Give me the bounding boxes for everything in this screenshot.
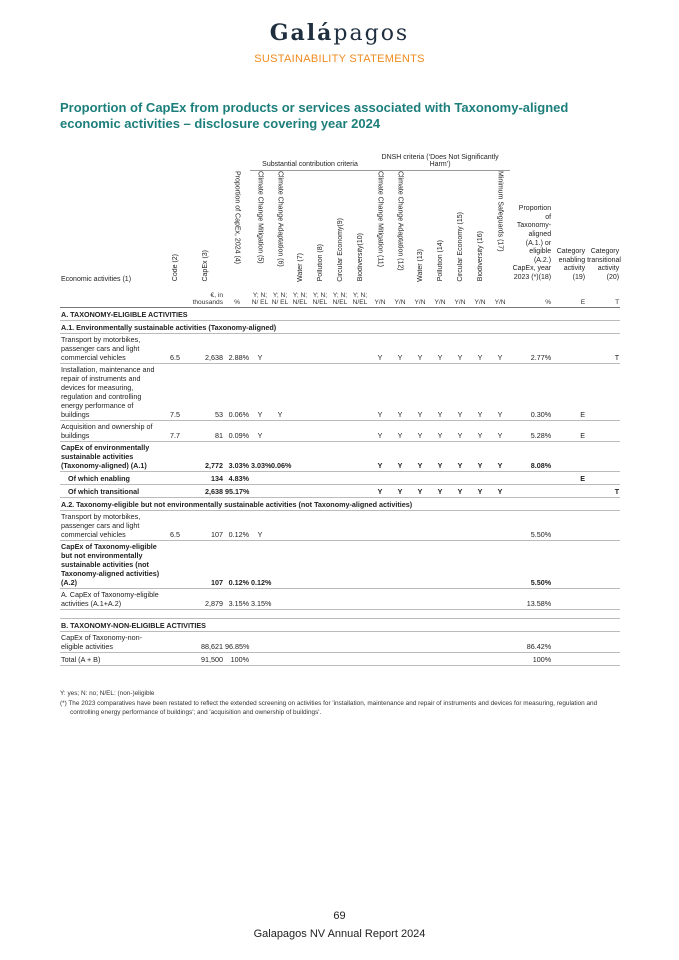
spacer-cell: [60, 609, 620, 618]
sc-cell: [350, 510, 370, 540]
sc-cell: [290, 540, 310, 588]
activity-label: Transport by motorbikes, passenger cars and light commercial vehicles: [60, 510, 164, 540]
enabling-cell: [552, 652, 586, 665]
dnsh-cell: [410, 588, 430, 609]
dnsh-cell: Y: [470, 363, 490, 420]
capex-cell: 134: [186, 471, 224, 484]
col-dnsh-mitigation: Climate Change Mitigation (11): [376, 171, 384, 267]
code-cell: 7.7: [164, 420, 186, 441]
sc-cell: [350, 540, 370, 588]
unit-sc: Y; N; N/ EL: [251, 291, 269, 306]
table-notes: [60, 690, 620, 717]
dnsh-cell: [490, 510, 510, 540]
dnsh-cell: Y: [450, 420, 470, 441]
galapagos-logo: [0, 20, 679, 46]
table-row: [60, 588, 620, 609]
enabling-cell: [552, 484, 586, 497]
transitional-cell: [586, 441, 620, 471]
col-enabling: Category enabling activity (19): [556, 248, 586, 281]
code-cell: [164, 471, 186, 484]
sc-cell: [310, 540, 330, 588]
sc-cell: [350, 333, 370, 363]
logo-bold-part: Galá: [269, 20, 334, 46]
table-row: [60, 333, 620, 363]
column-header-row: [60, 171, 620, 286]
proportion-cell: 100%: [224, 652, 250, 665]
capex-cell: 2,638: [186, 333, 224, 363]
sc-cell: [310, 363, 330, 420]
sc-cell: [330, 588, 350, 609]
table-row: [60, 363, 620, 420]
activity-label: Acquisition and ownership of buildings: [60, 420, 164, 441]
code-cell: 6.5: [164, 333, 186, 363]
logo-light-part: pagos: [333, 21, 410, 46]
capex-cell: 2,772: [186, 441, 224, 471]
proportion-cell: 4.83%: [224, 471, 250, 484]
dnsh-cell: Y: [450, 333, 470, 363]
activity-label: CapEx of Taxonomy-eligible but not environmentally sustainable activities (not Taxonomy-aligned activities) (A.2): [60, 540, 164, 588]
col-dnsh-pollution: Pollution (14): [436, 240, 444, 282]
dnsh-cell: [370, 471, 390, 484]
footnote: (*) The 2023 comparatives have been restated to reflect the extended screening on activities for 'installation, maintenance and repair of instruments and devices for measuring, regulation and controlling energy performance of buildings'; and 'acquisition and ownership of buildings'.: [60, 700, 598, 716]
dnsh-cell: [470, 631, 490, 652]
col-sc-pollution: Pollution (8): [316, 244, 324, 282]
section-row: [60, 497, 620, 510]
sc-cell: [350, 631, 370, 652]
dnsh-cell: [410, 631, 430, 652]
page-number: 69: [333, 910, 346, 922]
prop2023-cell: 5.50%: [510, 540, 552, 588]
dnsh-cell: Y: [430, 333, 450, 363]
sc-cell: [350, 484, 370, 497]
dnsh-cell: Y: [430, 441, 450, 471]
sc-cell: [290, 588, 310, 609]
dnsh-cell: [430, 631, 450, 652]
code-cell: 7.5: [164, 363, 186, 420]
unit-sc: Y; N; N/EL: [332, 291, 348, 306]
sc-cell: [330, 471, 350, 484]
sc-cell: [310, 441, 330, 471]
unit-sc: Y; N; N/ EL: [271, 291, 289, 306]
proportion-cell: 3.15%: [224, 588, 250, 609]
enabling-cell: E: [552, 471, 586, 484]
proportion-cell: 0.12%: [224, 510, 250, 540]
sc-cell: [290, 471, 310, 484]
col-capex: CapEx (3): [201, 249, 209, 282]
group-header-row: [60, 146, 620, 171]
table-title: Proportion of CapEx from products or services associated with Taxonomy-aligned economic activities – disclosure covering year 2024: [60, 100, 569, 131]
col-dnsh-water: Water (13): [416, 248, 424, 282]
sc-cell: [270, 471, 290, 484]
dnsh-cell: Y: [430, 363, 450, 420]
activity-label: Transport by motorbikes, passenger cars and light commercial vehicles: [60, 333, 164, 363]
prop2023-cell: 5.28%: [510, 420, 552, 441]
dnsh-cell: [470, 510, 490, 540]
dnsh-cell: [450, 631, 470, 652]
substantial-contribution-header: Substantial contribution criteria: [250, 146, 370, 171]
dnsh-cell: [390, 540, 410, 588]
unit-dnsh: Y/N: [474, 298, 486, 306]
sc-cell: [270, 420, 290, 441]
prop2023-cell: 100%: [510, 652, 552, 665]
section-label: B. TAXONOMY-NON-ELIGIBLE ACTIVITIES: [60, 618, 620, 631]
code-cell: [164, 652, 186, 665]
enabling-cell: [552, 540, 586, 588]
enabling-cell: [552, 441, 586, 471]
transitional-cell: [586, 652, 620, 665]
dnsh-cell: Y: [470, 420, 490, 441]
sc-cell: [330, 510, 350, 540]
dnsh-cell: Y: [450, 363, 470, 420]
unit-dnsh: Y/N: [454, 298, 466, 306]
proportion-cell: 96.85%: [224, 631, 250, 652]
sc-cell: [270, 631, 290, 652]
sc-cell: [310, 484, 330, 497]
dnsh-cell: Y: [370, 363, 390, 420]
transitional-cell: T: [586, 484, 620, 497]
transitional-cell: [586, 471, 620, 484]
capex-cell: 107: [186, 540, 224, 588]
transitional-cell: [586, 631, 620, 652]
dnsh-cell: [470, 588, 490, 609]
prop2023-cell: 0.30%: [510, 363, 552, 420]
capex-cell: 88,621: [186, 631, 224, 652]
sc-cell: Y: [250, 420, 270, 441]
dnsh-cell: [430, 471, 450, 484]
dnsh-cell: [490, 652, 510, 665]
sc-cell: [270, 484, 290, 497]
dnsh-cell: [430, 540, 450, 588]
dnsh-cell: [450, 540, 470, 588]
prop2023-cell: 5.50%: [510, 510, 552, 540]
sc-cell: [290, 363, 310, 420]
activity-label: CapEx of environmentally sustainable activities (Taxonomy-aligned) (A.1): [60, 441, 164, 471]
prop2023-cell: 8.08%: [510, 441, 552, 471]
dnsh-cell: [410, 471, 430, 484]
sc-cell: [330, 652, 350, 665]
capex-cell: 53: [186, 363, 224, 420]
dnsh-cell: [450, 471, 470, 484]
prop2023-cell: [510, 471, 552, 484]
dnsh-cell: [470, 652, 490, 665]
dnsh-cell: Y: [410, 333, 430, 363]
dnsh-cell: Y: [370, 420, 390, 441]
sc-cell: Y: [270, 363, 290, 420]
sc-cell: [310, 588, 330, 609]
sc-cell: [310, 652, 330, 665]
sc-cell: Y: [250, 333, 270, 363]
transitional-cell: T: [586, 333, 620, 363]
dnsh-cell: Y: [370, 441, 390, 471]
table-body: [60, 307, 620, 665]
transitional-cell: [586, 363, 620, 420]
dnsh-cell: Y: [470, 441, 490, 471]
sc-cell: [330, 363, 350, 420]
dnsh-cell: Y: [430, 484, 450, 497]
dnsh-cell: [430, 652, 450, 665]
sc-cell: [330, 484, 350, 497]
col-sc-water: Water (7): [296, 252, 304, 282]
dnsh-cell: [410, 652, 430, 665]
table-row: [60, 540, 620, 588]
prop2023-cell: 86.42%: [510, 631, 552, 652]
unit-sc: Y; N; N/EL: [352, 291, 368, 306]
prop2023-cell: [510, 484, 552, 497]
dnsh-cell: Y: [410, 420, 430, 441]
transitional-cell: [586, 588, 620, 609]
unit-dnsh: Y/N: [434, 298, 446, 306]
capex-cell: 107: [186, 510, 224, 540]
col-economic-activities: Economic activities (1): [61, 275, 132, 283]
sc-cell: [310, 510, 330, 540]
sc-cell: [250, 484, 270, 497]
section-subtitle: SUSTAINABILITY STATEMENTS: [254, 53, 425, 65]
sc-cell: [330, 441, 350, 471]
dnsh-cell: [490, 540, 510, 588]
dnsh-cell: [490, 631, 510, 652]
dnsh-cell: [410, 540, 430, 588]
enabling-cell: [552, 588, 586, 609]
unit-enabling: E: [580, 298, 586, 306]
sc-cell: [270, 588, 290, 609]
dnsh-cell: Y: [450, 484, 470, 497]
sc-cell: [290, 420, 310, 441]
proportion-cell: 2.88%: [224, 333, 250, 363]
transitional-cell: [586, 510, 620, 540]
proportion-cell: 0.12%: [224, 540, 250, 588]
col-proportion-2023: Proportion of Taxonomy- aligned (A.1.) or eligible (A.2.) CapEx, year 2023 (*)(18): [512, 205, 552, 281]
enabling-cell: E: [552, 363, 586, 420]
table-row: [60, 510, 620, 540]
dnsh-cell: [450, 588, 470, 609]
enabling-cell: [552, 510, 586, 540]
dnsh-cell: [450, 652, 470, 665]
dnsh-cell: [390, 631, 410, 652]
dnsh-cell: Y: [430, 420, 450, 441]
code-cell: [164, 441, 186, 471]
dnsh-cell: [370, 510, 390, 540]
sc-cell: [270, 333, 290, 363]
dnsh-cell: [470, 540, 490, 588]
legend-note: Y: yes; N: no; N/EL: (non-)eligible: [60, 690, 155, 697]
dnsh-cell: Y: [370, 484, 390, 497]
unit-dnsh: Y/N: [374, 298, 386, 306]
activity-label: CapEx of Taxonomy-non-eligible activities: [60, 631, 164, 652]
activity-label: Total (A + B): [60, 652, 164, 665]
dnsh-cell: [430, 510, 450, 540]
sc-cell: [250, 631, 270, 652]
dnsh-cell: Y: [390, 441, 410, 471]
dnsh-cell: [370, 540, 390, 588]
col-sc-mitigation: Climate Change Mitigation (5): [256, 171, 264, 264]
dnsh-cell: Y: [390, 363, 410, 420]
sc-cell: [290, 510, 310, 540]
code-cell: [164, 484, 186, 497]
sc-cell: [310, 420, 330, 441]
dnsh-cell: Y: [410, 441, 430, 471]
sc-cell: [290, 441, 310, 471]
col-dnsh-adaptation: Climate Change Adaptation (12): [396, 171, 404, 271]
section-row: [60, 307, 620, 320]
prop2023-cell: 2.77%: [510, 333, 552, 363]
proportion-cell: 0.06%: [224, 363, 250, 420]
sc-cell: [350, 471, 370, 484]
dnsh-cell: [370, 588, 390, 609]
dnsh-cell: [390, 588, 410, 609]
dnsh-cell: [470, 471, 490, 484]
dnsh-cell: [370, 631, 390, 652]
sc-cell: [290, 652, 310, 665]
activity-label: Of which transitional: [60, 484, 164, 497]
enabling-cell: E: [552, 420, 586, 441]
enabling-cell: [552, 333, 586, 363]
dnsh-cell: Y: [390, 333, 410, 363]
section-label: A.2. Taxonomy-eligible but not environmentally sustainable activities (not Taxonomy-aligned activities): [60, 497, 620, 510]
unit-sc: Y; N; N/EL: [292, 291, 308, 306]
dnsh-cell: [490, 471, 510, 484]
sc-cell: [250, 652, 270, 665]
capex-taxonomy-table: [60, 146, 620, 666]
table-row: [60, 484, 620, 497]
enabling-cell: [552, 631, 586, 652]
capex-cell: 2,638: [186, 484, 224, 497]
dnsh-cell: [390, 510, 410, 540]
unit-proportion: %: [234, 298, 240, 306]
section-row: [60, 320, 620, 333]
capex-table-container: [60, 146, 620, 666]
transitional-cell: [586, 540, 620, 588]
table-row: [60, 441, 620, 471]
activity-label: A. CapEx of Taxonomy-eligible activities (A.1+A.2): [60, 588, 164, 609]
dnsh-cell: Y: [490, 484, 510, 497]
report-title: Galapagos NV Annual Report 2024: [253, 928, 426, 940]
col-sc-biodiversity: Biodiversity(10): [356, 233, 364, 282]
unit-dnsh: Y/N: [394, 298, 406, 306]
proportion-cell: 95.17%: [224, 484, 250, 497]
code-cell: [164, 588, 186, 609]
dnsh-cell: [370, 652, 390, 665]
dnsh-cell: Y: [470, 333, 490, 363]
dnsh-cell: Y: [490, 333, 510, 363]
sc-cell: [310, 631, 330, 652]
col-proportion-capex: Proportion of CapEx, 2024 (4): [233, 170, 241, 264]
capex-cell: 91,500: [186, 652, 224, 665]
section-label: A.1. Environmentally sustainable activities (Taxonomy-aligned): [60, 320, 620, 333]
prop2023-cell: 13.58%: [510, 588, 552, 609]
col-minimum-safeguards: Minimum Safeguards (17): [496, 171, 504, 252]
sc-cell: [350, 363, 370, 420]
sc-cell: 0.12%: [250, 540, 270, 588]
unit-sc: Y; N; N/EL: [312, 291, 328, 306]
dnsh-header: DNSH criteria (‘Does Not Significantly Harm’): [370, 146, 510, 171]
section-row: [60, 618, 620, 631]
dnsh-cell: Y: [410, 484, 430, 497]
sc-cell: 3.15%: [250, 588, 270, 609]
code-cell: [164, 540, 186, 588]
unit-dnsh: Y/N: [494, 298, 506, 306]
sc-cell: Y: [250, 510, 270, 540]
col-transitional: Category transitional activity (20): [587, 248, 621, 281]
dnsh-cell: Y: [410, 363, 430, 420]
code-cell: 6.5: [164, 510, 186, 540]
dnsh-cell: [390, 471, 410, 484]
col-sc-adaptation: Climate Change Adaptation (6): [276, 171, 284, 267]
activity-label: Of which enabling: [60, 471, 164, 484]
sc-cell: [330, 631, 350, 652]
units-row: [60, 286, 620, 308]
sc-cell: [270, 652, 290, 665]
sc-cell: [310, 471, 330, 484]
sc-cell: [290, 631, 310, 652]
table-row: [60, 631, 620, 652]
sc-cell: [290, 484, 310, 497]
sc-cell: 0.06%: [270, 441, 290, 471]
col-sc-circular: Circular Economy(9): [336, 217, 344, 282]
sc-cell: [270, 510, 290, 540]
dnsh-cell: Y: [470, 484, 490, 497]
sc-cell: [250, 471, 270, 484]
dnsh-cell: [410, 510, 430, 540]
col-code: Code (2): [171, 254, 179, 282]
dnsh-cell: [390, 652, 410, 665]
sc-cell: [330, 333, 350, 363]
dnsh-cell: Y: [370, 333, 390, 363]
sc-cell: 3.03%: [250, 441, 270, 471]
code-cell: [164, 631, 186, 652]
dnsh-cell: Y: [490, 363, 510, 420]
capex-cell: 81: [186, 420, 224, 441]
activity-label: Installation, maintenance and repair of instruments and devices for measuring, regulation and controlling energy performance of buildings: [60, 363, 164, 420]
unit-capex: €, in thousands: [192, 291, 223, 306]
unit-dnsh: Y/N: [414, 298, 426, 306]
sc-cell: [350, 588, 370, 609]
dnsh-cell: Y: [490, 441, 510, 471]
sc-cell: Y: [250, 363, 270, 420]
dnsh-cell: [450, 510, 470, 540]
table-row: [60, 420, 620, 441]
dnsh-cell: [430, 588, 450, 609]
sc-cell: [350, 441, 370, 471]
capex-cell: 2,879: [186, 588, 224, 609]
section-label: A. TAXONOMY-ELIGIBLE ACTIVITIES: [60, 307, 620, 320]
transitional-cell: [586, 420, 620, 441]
sc-cell: [270, 540, 290, 588]
table-row: [60, 652, 620, 665]
unit-prop2023: %: [545, 298, 552, 306]
dnsh-cell: Y: [490, 420, 510, 441]
proportion-cell: 0.09%: [224, 420, 250, 441]
proportion-cell: 3.03%: [224, 441, 250, 471]
dnsh-cell: Y: [390, 484, 410, 497]
sc-cell: [350, 420, 370, 441]
sc-cell: [330, 540, 350, 588]
unit-transitional: T: [615, 298, 620, 306]
col-dnsh-circular: Circular Economy (15): [456, 211, 464, 282]
dnsh-cell: [490, 588, 510, 609]
dnsh-cell: Y: [390, 420, 410, 441]
spacer-row: [60, 609, 620, 618]
col-dnsh-biodiversity: Biodiversity (16): [476, 231, 484, 282]
dnsh-cell: Y: [450, 441, 470, 471]
sc-cell: [310, 333, 330, 363]
table-row: [60, 471, 620, 484]
sc-cell: [350, 652, 370, 665]
sc-cell: [290, 333, 310, 363]
sc-cell: [330, 420, 350, 441]
